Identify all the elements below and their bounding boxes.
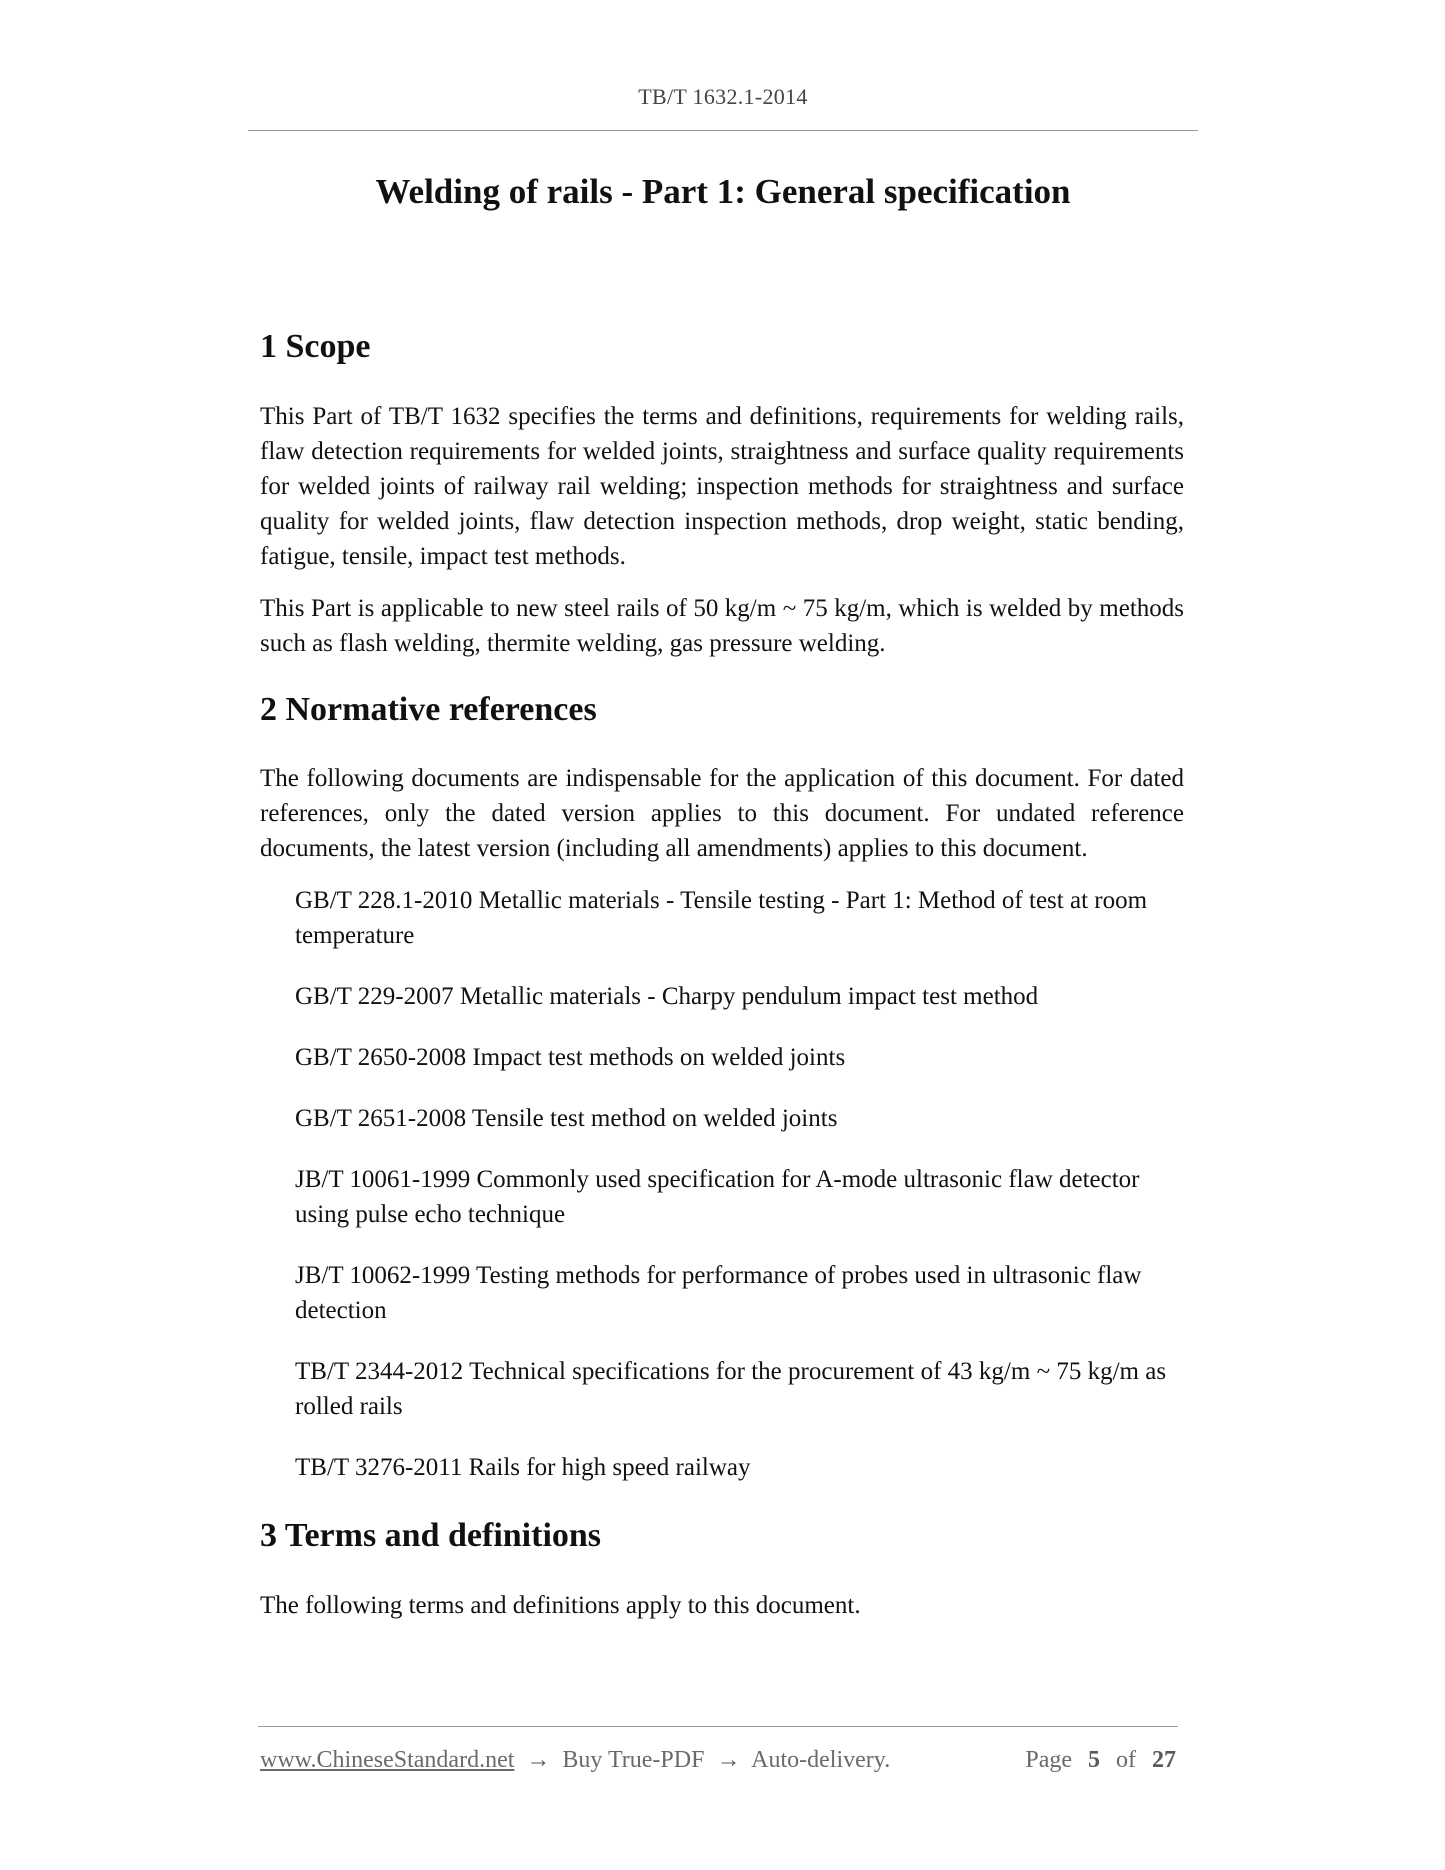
total-page-count: 27 [1152,1747,1176,1773]
document-title: Welding of rails - Part 1: General specification [375,172,1071,211]
reference-item: GB/T 229-2007 Metallic materials - Charpy pendulum impact test method [295,983,1039,1010]
reference-item: TB/T 3276-2011 Rails for high speed railway [295,1454,751,1481]
header-divider [248,130,1198,131]
section-heading-scope: 1 Scope [260,328,371,365]
section-heading-normative-references: 2 Normative references [260,690,597,728]
current-page-number: 5 [1088,1747,1100,1773]
section-heading-terms-definitions: 3 Terms and definitions [260,1517,602,1554]
reference-item: JB/T 10062-1999 Testing methods for performance of probes used in ultrasonic flaw detection [295,1262,1142,1324]
footer-promo [260,1747,890,1774]
page-indicator [1025,1747,1176,1774]
reference-item: GB/T 2651-2008 Tensile test method on welded joints [295,1105,838,1132]
page-label: Page [1025,1747,1072,1773]
normative-reference-list [260,883,1184,1485]
page-header: TB/T 1632.1-2014 [638,84,808,109]
auto-delivery-text: Auto-delivery. [751,1747,891,1773]
reference-item: GB/T 2650-2008 Impact test methods on welded joints [295,1044,846,1071]
footer-divider [258,1726,1178,1727]
reference-item: TB/T 2344-2012 Technical specifications for the procurement of 43 kg/m ~ 75 kg/m as rolled rails [295,1358,1167,1420]
page-of-label: of [1116,1747,1136,1773]
scope-paragraph-2: This Part is applicable to new steel rails of 50 kg/m ~ 75 kg/m, which is welded by methods such as flash welding, thermite welding, gas pressure welding. [260,594,1184,657]
arrow-right-icon: → [716,1747,741,1773]
website-link[interactable]: www.ChineseStandard.net [260,1747,515,1773]
reference-item: GB/T 228.1-2010 Metallic materials - Tensile testing - Part 1: Method of test at room temperature [295,887,1148,949]
buy-pdf-text: Buy True-PDF [562,1747,705,1773]
scope-paragraph-1: This Part of TB/T 1632 specifies the terms and definitions, requirements for welding rails, flaw detection requirements for welded joints, straightness and surface quality requirements for welded joints of railway rail welding; inspection methods for straightness and surface quality for welded joints, flaw detection inspection methods, drop weight, static bending, fatigue, tensile, impact test methods. [260,402,1184,570]
terms-intro-paragraph: The following terms and definitions apply to this document. [260,1591,861,1619]
reference-item: JB/T 10061-1999 Commonly used specification for A-mode ultrasonic flaw detector using pulse echo technique [295,1166,1140,1228]
arrow-right-icon: → [526,1747,551,1773]
normative-intro-paragraph: The following documents are indispensable for the application of this document. For dated references, only the dated version applies to this document. For undated reference documents, the latest version (including all amendments) applies to this document. [260,765,1184,862]
document-body [260,326,1184,1623]
